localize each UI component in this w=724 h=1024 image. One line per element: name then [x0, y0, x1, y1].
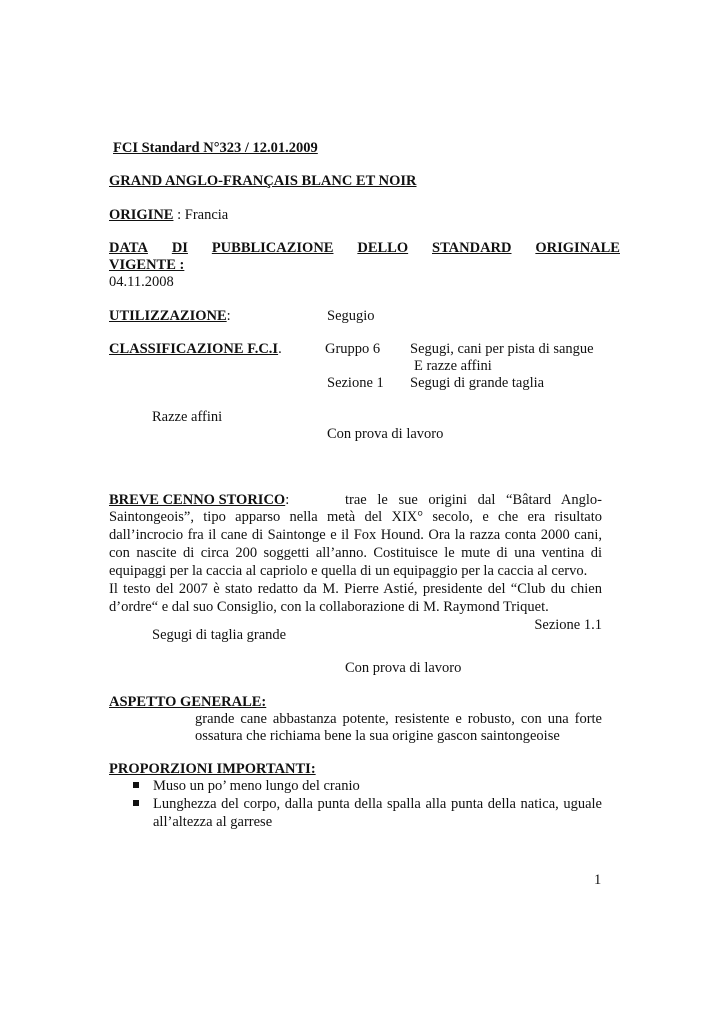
- gruppo-label: Gruppo 6: [325, 341, 381, 357]
- dp-word: ORIGINALE: [535, 240, 620, 256]
- origine-separator: :: [173, 207, 185, 223]
- list-item: Muso un po’ meno lungo del cranio: [130, 777, 602, 795]
- data-pubblicazione-words: [109, 239, 620, 257]
- dp-word: STANDARD: [432, 240, 512, 256]
- storico-label-line: [109, 491, 289, 509]
- dp-word: PUBBLICAZIONE: [211, 240, 334, 256]
- classificazione-separator: .: [278, 341, 282, 357]
- aspetto-label: ASPETTO GENERALE:: [109, 694, 267, 710]
- breed-title: GRAND ANGLO-FRANÇAIS BLANC ET NOIR: [109, 173, 417, 189]
- razze-affini: Razze affini: [152, 409, 223, 425]
- storico-line-6: Il testo del 2007 è stato redatto da M. Pierre Astié, presidente del “Club du chien: [109, 581, 602, 597]
- list-item: Lunghezza del corpo, dalla punta della spalla alla punta della natica, uguale all’altezza al garrese: [130, 795, 602, 831]
- utilizzazione-label: UTILIZZAZIONE: [109, 308, 227, 324]
- standard-number: FCI Standard N°323 / 12.01.2009: [113, 140, 318, 156]
- utilizzazione-separator: :: [226, 308, 231, 324]
- utilizzazione-value: Segugio: [327, 308, 375, 324]
- storico-segugi: Segugi di taglia grande: [152, 627, 287, 643]
- storico-paragraph: [109, 508, 602, 634]
- storico-sezione: Sezione 1.1: [534, 617, 602, 633]
- data-pubblicazione-line: [109, 239, 620, 257]
- utilizzazione-line: [109, 307, 231, 325]
- aspetto-line-2: ossatura che richiama bene la sua origine gascon saintongeoise: [195, 728, 560, 744]
- dp-word: DI: [171, 240, 188, 256]
- classificazione-label: CLASSIFICAZIONE F.C.I: [109, 341, 279, 357]
- storico-separator: :: [285, 492, 290, 508]
- classificazione-line: [109, 340, 282, 358]
- storico-line-4: con nascite di circa 200 soggetti all’anno. Costituisce le mute di una ventina di: [109, 545, 602, 561]
- storico-line-1: trae le sue origini dal “Bâtard Anglo-: [345, 492, 602, 508]
- gruppo-description: Segugi, cani per pista di sangue: [410, 341, 594, 357]
- proporzioni-list: [130, 777, 602, 831]
- vigente-label: VIGENTE :: [109, 257, 185, 273]
- sezione-description: Segugi di grande taglia: [410, 375, 545, 391]
- gruppo-description-2: E razze affini: [414, 358, 492, 374]
- page-number: 1: [594, 872, 602, 888]
- storico-line-2: Saintongeois”, tipo apparso nella metà del XIX° secolo, e che era risultato: [109, 509, 602, 525]
- origine-value: Francia: [184, 207, 229, 223]
- storico-prova: Con prova di lavoro: [345, 660, 462, 676]
- origine-label: ORIGINE: [109, 207, 174, 223]
- storico-line-7: d’ordre“ e dal suo Consiglio, con la collaborazione di M. Raymond Triquet.: [109, 599, 549, 615]
- proporzioni-label: PROPORZIONI IMPORTANTI:: [109, 761, 316, 777]
- origine-line: [109, 206, 228, 224]
- storico-label: BREVE CENNO STORICO: [109, 492, 286, 508]
- storico-line-3: dall’incrocio fra il cane di Saintonge e il Fox Hound. Ora la razza conta 2000 cani,: [109, 527, 602, 543]
- aspetto-line-1: grande cane abbastanza potente, resistente e robusto, con una forte: [195, 711, 602, 727]
- sezione-label: Sezione 1: [327, 375, 384, 391]
- storico-line-5: equipaggi per la caccia al capriolo e quella di un equipaggio per la caccia al cervo.: [109, 563, 588, 579]
- publication-date: 04.11.2008: [109, 274, 174, 290]
- dp-word: DATA: [109, 240, 148, 256]
- dp-word: DELLO: [357, 240, 409, 256]
- prova-lavoro: Con prova di lavoro: [327, 426, 444, 442]
